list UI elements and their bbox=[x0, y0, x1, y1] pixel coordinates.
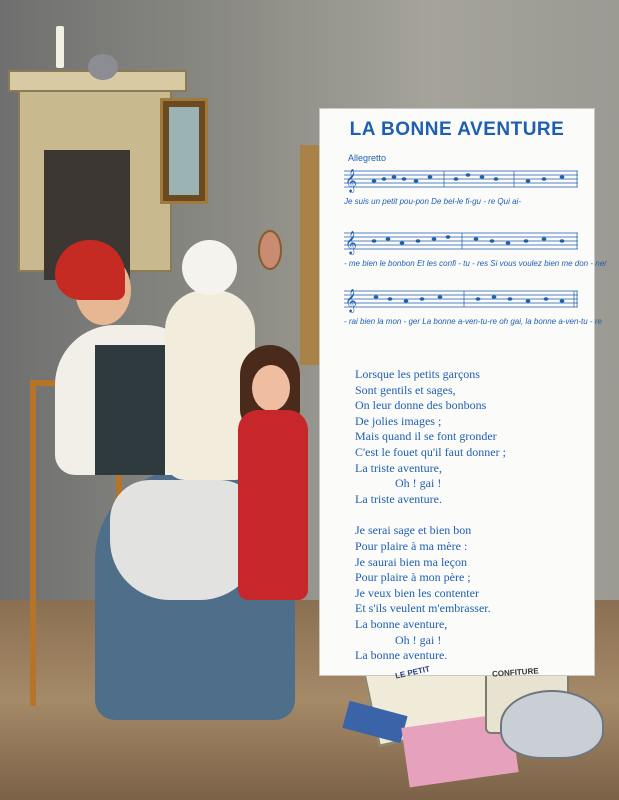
verse-line: De jolies images ; bbox=[355, 413, 442, 428]
wall-picture-canvas bbox=[169, 107, 199, 195]
music-lyric-line: Je suis un petit pou-pon De bel-le fi-gu - re Qui ai- bbox=[344, 197, 521, 206]
tempo-marking: Allegretto bbox=[348, 153, 387, 163]
song-verses bbox=[355, 367, 590, 664]
baby-bonnet bbox=[182, 240, 237, 295]
verse-line: Sont gentils et sages, bbox=[355, 382, 456, 397]
book-label: LE PETIT bbox=[394, 664, 431, 681]
staff-2-notation bbox=[344, 229, 578, 253]
tin-label: CONFITURE bbox=[491, 666, 539, 679]
music-staff-3 bbox=[344, 287, 578, 311]
song-title: LA BONNE AVENTURE bbox=[349, 119, 565, 140]
girl-red-dress bbox=[238, 410, 308, 600]
song-card bbox=[319, 108, 607, 679]
verse-line: Je serai sage et bien bon bbox=[355, 523, 472, 538]
verse-line: La triste aventure. bbox=[355, 491, 442, 506]
verse-line: Lorsque les petits garçons bbox=[355, 367, 480, 381]
verse-line: Oh ! gai ! bbox=[395, 476, 442, 491]
verse-line: C'est le fouet qu'il faut donner ; bbox=[355, 444, 506, 459]
vase bbox=[88, 54, 118, 80]
staff-3-notation bbox=[344, 287, 578, 311]
verse-line: Pour plaire à ma mère : bbox=[355, 538, 468, 553]
verse-line: Je veux bien les contenter bbox=[355, 585, 479, 600]
verse-1 bbox=[355, 367, 590, 507]
verse-line: On leur donne des bonbons bbox=[355, 398, 487, 413]
verse-line: Pour plaire à mon père ; bbox=[355, 570, 471, 585]
covered-bowl bbox=[500, 690, 604, 759]
candle bbox=[56, 26, 64, 68]
music-lyric-line: - rai bien la mon - ger La bonne a-ven-tu-re oh gai, la bonne a-ven-tu - re bbox=[344, 317, 602, 326]
red-headscarf bbox=[55, 240, 125, 300]
small-mirror bbox=[258, 230, 282, 270]
mother-bodice bbox=[95, 345, 165, 475]
verse-line: La triste aventure, bbox=[355, 460, 442, 475]
wall-picture bbox=[160, 98, 208, 204]
girl-face bbox=[252, 365, 290, 411]
svg-text:𝄞: 𝄞 bbox=[345, 288, 357, 312]
staff-1-notation bbox=[344, 167, 578, 191]
verse-gap bbox=[355, 507, 590, 523]
svg-text:𝄞: 𝄞 bbox=[345, 230, 357, 254]
music-lyric-line: - me bien le bonbon Et les confi - tu - res Si vous voulez bien me don - ner bbox=[344, 259, 607, 268]
verse-line: Et s'ils veulent m'embrasser. bbox=[355, 601, 491, 616]
verse-line: Oh ! gai ! bbox=[395, 632, 442, 647]
svg-text:𝄞: 𝄞 bbox=[345, 168, 357, 192]
verse-line: La bonne aventure. bbox=[355, 648, 448, 663]
music-staff-2 bbox=[344, 229, 578, 253]
verse-line: Mais quand il se font gronder bbox=[355, 429, 497, 444]
verse-2 bbox=[355, 523, 590, 663]
music-staff-1 bbox=[344, 167, 578, 191]
verse-line: La bonne aventure, bbox=[355, 616, 448, 631]
verse-line: Je saurai bien ma leçon bbox=[355, 554, 467, 569]
